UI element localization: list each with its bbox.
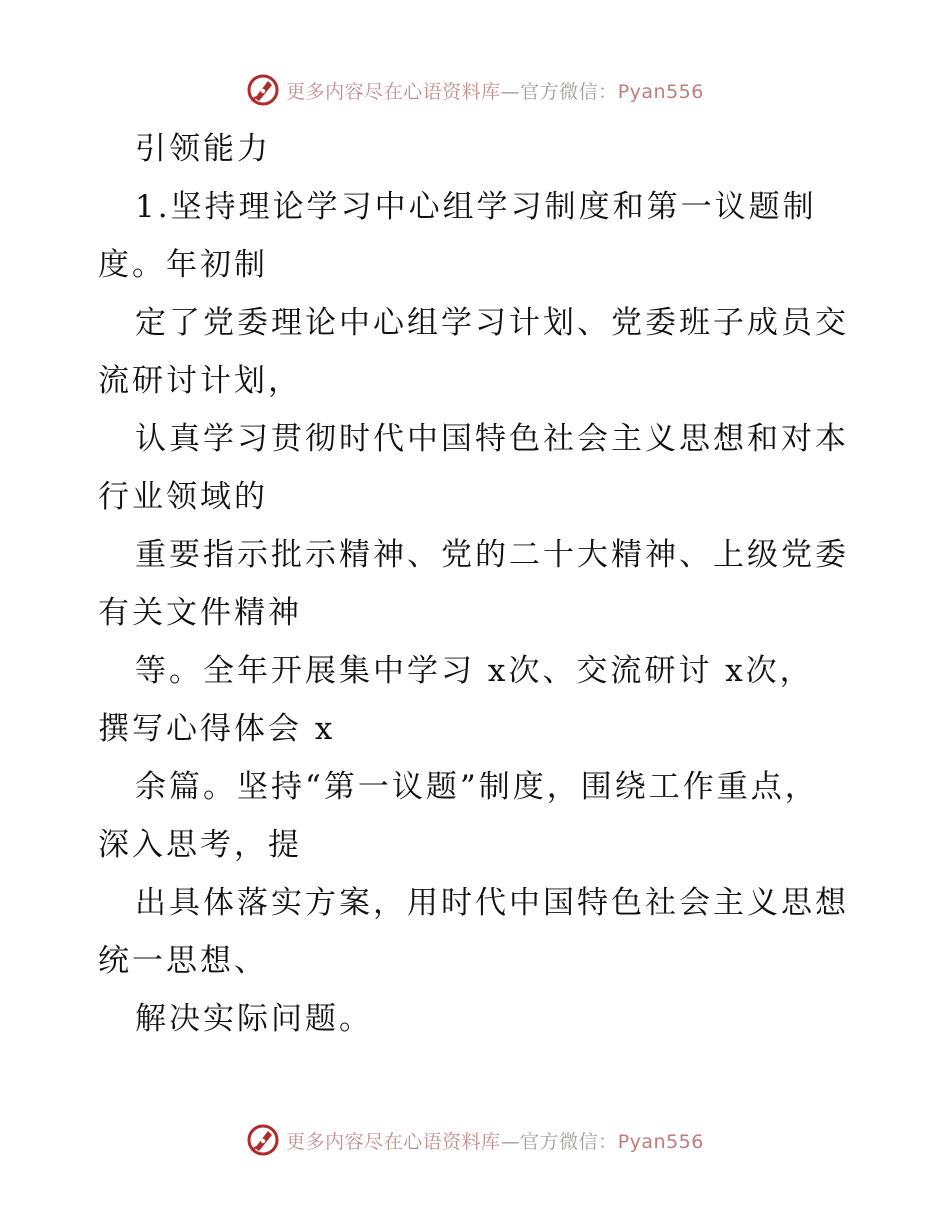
body-line: 统一思想、	[98, 943, 268, 979]
body-line: 深入思考，提	[98, 827, 302, 863]
body-line: 重要指示批示精神、党的二十大精神、上级党委	[135, 537, 849, 573]
body-line: 定了党委理论中心组学习计划、党委班子成员交	[135, 305, 849, 341]
body-line: 引领能力	[135, 131, 271, 167]
footer-handle: Pyan556	[617, 1130, 704, 1153]
footer-watermark	[0, 1120, 950, 1160]
header-watermark	[0, 70, 950, 110]
body-line: 1.坚持理论学习中心组学习制度和第一议题制	[135, 189, 817, 225]
body-line: 度。年初制	[98, 247, 268, 283]
body-line: 流研讨计划，	[98, 363, 302, 399]
footer-brand: 更多内容尽在心语资料库	[286, 1130, 501, 1153]
header-separator: —	[500, 80, 521, 103]
body-line: 出具体落实方案，用时代中国特色社会主义思想	[135, 885, 849, 921]
body-line: 行业领域的	[98, 479, 268, 515]
body-line: 等。全年开展集中学习 x次、交流研讨 x次，	[135, 653, 814, 689]
body-line: 解决实际问题。	[135, 1001, 373, 1037]
body-line: 余篇。坚持“第一议题”制度，围绕工作重点，	[135, 769, 819, 805]
document-body	[98, 120, 858, 1048]
header-brand: 更多内容尽在心语资料库	[286, 80, 501, 103]
body-line: 认真学习贯彻时代中国特色社会主义思想和对本	[135, 421, 849, 457]
pen-logo-icon	[246, 73, 280, 107]
body-line: 撰写心得体会 x	[98, 711, 336, 747]
body-line: 有关文件精神	[98, 595, 302, 631]
footer-label: 官方微信：	[520, 1130, 618, 1153]
footer-watermark-text	[286, 1127, 704, 1154]
header-label: 官方微信：	[520, 80, 618, 103]
header-handle: Pyan556	[617, 80, 704, 103]
footer-separator: —	[500, 1130, 521, 1153]
pen-logo-icon	[246, 1123, 280, 1157]
header-watermark-text	[286, 77, 704, 104]
